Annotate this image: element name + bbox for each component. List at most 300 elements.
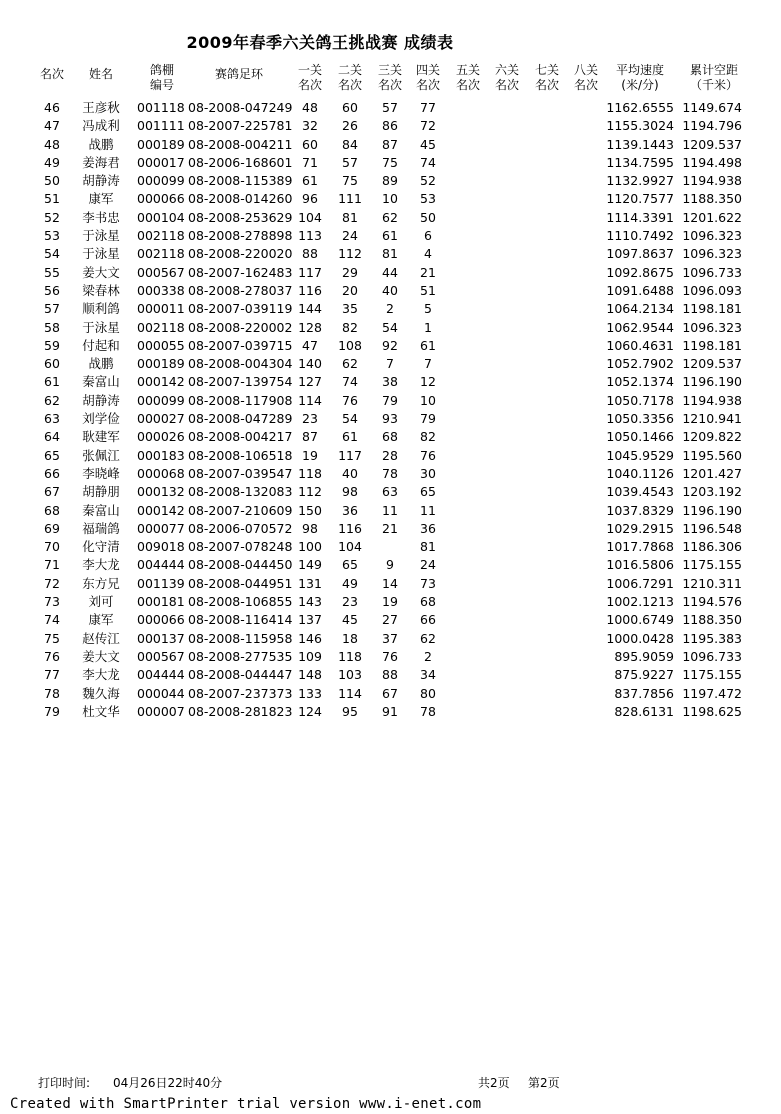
stage4-rank-cell: 30 <box>420 465 436 481</box>
ring-number-cell: 08-2008-115389 <box>188 173 293 189</box>
name-cell: 战鹏 <box>88 136 114 152</box>
stage4-rank-cell: 53 <box>420 191 436 207</box>
name-cell: 李书忠 <box>82 209 120 225</box>
stage2-rank-cell: 74 <box>342 374 358 390</box>
avg-speed-cell: 1040.1126 <box>606 465 674 481</box>
avg-speed-cell: 1114.3391 <box>606 209 674 225</box>
stage4-rank-cell: 36 <box>420 520 436 536</box>
stage4-rank-cell: 5 <box>424 301 432 317</box>
stage4-rank-cell: 10 <box>420 392 436 408</box>
total-distance-cell: 1096.323 <box>682 228 742 244</box>
loft-id-cell: 000099 <box>137 392 185 408</box>
total-distance-cell: 1210.311 <box>682 575 742 591</box>
header-stage8-line1: 八关 <box>573 63 598 77</box>
stage4-rank-cell: 61 <box>420 337 436 353</box>
stage1-rank-cell: 98 <box>302 520 318 536</box>
loft-id-cell: 002118 <box>137 246 185 262</box>
loft-id-cell: 000026 <box>137 429 185 445</box>
header-loft <box>140 63 184 93</box>
rank-cell: 66 <box>44 465 60 481</box>
stage1-rank-cell: 60 <box>302 136 318 152</box>
stage2-rank-cell: 95 <box>342 703 358 719</box>
header-stage3 <box>374 63 406 93</box>
stage3-rank-cell: 9 <box>386 557 394 573</box>
stage2-rank-cell: 18 <box>342 630 358 646</box>
ring-number-cell: 08-2006-070572 <box>188 520 293 536</box>
avg-speed-cell: 1000.0428 <box>606 630 674 646</box>
watermark-text: Created with SmartPrinter trial version www.i-enet.com <box>10 1096 482 1112</box>
stage4-rank-cell: 65 <box>420 484 436 500</box>
ring-number-cell: 08-2008-253629 <box>188 209 293 225</box>
name-cell: 李晓峰 <box>82 465 120 481</box>
stage1-rank-cell: 143 <box>298 594 322 610</box>
table-row <box>0 319 781 337</box>
stage4-rank-cell: 7 <box>424 356 432 372</box>
stage1-rank-cell: 133 <box>298 685 322 701</box>
table-row <box>0 630 781 648</box>
stage4-rank-cell: 72 <box>420 118 436 134</box>
ring-number-cell: 08-2008-004217 <box>188 429 293 445</box>
header-distance-line1: 累计空距 <box>689 63 738 77</box>
header-loft-line2: 编号 <box>149 78 174 92</box>
stage4-rank-cell: 66 <box>420 612 436 628</box>
stage2-rank-cell: 118 <box>338 648 362 664</box>
stage2-rank-cell: 75 <box>342 173 358 189</box>
name-cell: 于泳星 <box>82 319 120 335</box>
stage4-rank-cell: 2 <box>424 648 432 664</box>
stage1-rank-cell: 137 <box>298 612 322 628</box>
avg-speed-cell: 1134.7595 <box>606 154 674 170</box>
stage4-rank-cell: 79 <box>420 411 436 427</box>
stage2-rank-cell: 104 <box>338 539 362 555</box>
avg-speed-cell: 1029.2915 <box>606 520 674 536</box>
rank-cell: 60 <box>44 356 60 372</box>
table-row <box>0 300 781 318</box>
rank-cell: 58 <box>44 319 60 335</box>
stage3-rank-cell: 86 <box>382 118 398 134</box>
stage1-rank-cell: 113 <box>298 228 322 244</box>
loft-id-cell: 001118 <box>137 100 185 115</box>
table-row <box>0 685 781 703</box>
loft-id-cell: 002118 <box>137 319 185 335</box>
name-cell: 战鹏 <box>88 356 114 372</box>
stage1-rank-cell: 116 <box>298 282 322 298</box>
stage4-rank-cell: 34 <box>420 667 436 683</box>
table-row <box>0 465 781 483</box>
loft-id-cell: 000132 <box>137 484 185 500</box>
name-cell: 赵传江 <box>82 630 120 646</box>
stage2-rank-cell: 82 <box>342 319 358 335</box>
header-stage7 <box>531 63 563 93</box>
stage4-rank-cell: 68 <box>420 594 436 610</box>
stage3-rank-cell: 61 <box>382 228 398 244</box>
avg-speed-cell: 1110.7492 <box>606 228 674 244</box>
stage3-rank-cell: 27 <box>382 612 398 628</box>
table-row <box>0 172 781 190</box>
stage3-rank-cell: 88 <box>382 667 398 683</box>
stage3-rank-cell: 79 <box>382 392 398 408</box>
stage1-rank-cell: 114 <box>298 392 322 408</box>
total-distance-cell: 1096.323 <box>682 319 742 335</box>
ring-number-cell: 08-2008-014260 <box>188 191 293 207</box>
avg-speed-cell: 1132.9927 <box>606 173 674 189</box>
total-distance-cell: 1186.306 <box>682 539 742 555</box>
stage1-rank-cell: 149 <box>298 557 322 573</box>
name-cell: 耿建军 <box>82 429 120 445</box>
name-cell: 于泳星 <box>82 228 120 244</box>
rank-cell: 59 <box>44 337 60 353</box>
print-time-value: 04月26日22时40分 <box>113 1076 223 1090</box>
stage1-rank-cell: 104 <box>298 209 322 225</box>
stage1-rank-cell: 127 <box>298 374 322 390</box>
stage3-rank-cell: 91 <box>382 703 398 719</box>
avg-speed-cell: 1039.4543 <box>606 484 674 500</box>
stage1-rank-cell: 131 <box>298 575 322 591</box>
loft-id-cell: 009018 <box>137 539 185 555</box>
header-stage8-line2: 名次 <box>573 78 598 92</box>
loft-id-cell: 000189 <box>137 356 185 372</box>
loft-id-cell: 000189 <box>137 136 185 152</box>
header-stage3-line1: 三关 <box>377 63 402 77</box>
rank-cell: 64 <box>44 429 60 445</box>
stage2-rank-cell: 54 <box>342 411 358 427</box>
table-row <box>0 593 781 611</box>
stage3-rank-cell: 54 <box>382 319 398 335</box>
table-row <box>0 245 781 263</box>
name-cell: 胡静朋 <box>82 484 120 500</box>
ring-number-cell: 08-2007-139754 <box>188 374 293 390</box>
total-distance-cell: 1196.548 <box>682 520 742 536</box>
loft-id-cell: 000011 <box>137 301 185 317</box>
total-distance-cell: 1196.190 <box>682 374 742 390</box>
stage4-rank-cell: 78 <box>420 703 436 719</box>
stage2-rank-cell: 45 <box>342 612 358 628</box>
name-cell: 魏久海 <box>82 685 120 701</box>
loft-id-cell: 000044 <box>137 685 185 701</box>
avg-speed-cell: 1092.8675 <box>606 264 674 280</box>
stage2-rank-cell: 29 <box>342 264 358 280</box>
header-stage6-line1: 六关 <box>494 63 519 77</box>
table-row <box>0 502 781 520</box>
rank-cell: 72 <box>44 575 60 591</box>
rank-cell: 68 <box>44 502 60 518</box>
header-speed-line1: 平均速度 <box>615 63 664 77</box>
stage2-rank-cell: 24 <box>342 228 358 244</box>
loft-id-cell: 000007 <box>137 703 185 719</box>
header-name: 姓名 <box>88 67 113 81</box>
loft-id-cell: 001139 <box>137 575 185 591</box>
name-cell: 付起和 <box>82 337 120 353</box>
total-distance-cell: 1203.192 <box>682 484 742 500</box>
ring-number-cell: 08-2007-039547 <box>188 465 293 481</box>
loft-id-cell: 000338 <box>137 282 185 298</box>
stage1-rank-cell: 32 <box>302 118 318 134</box>
table-row <box>0 282 781 300</box>
total-distance-cell: 1195.560 <box>682 447 742 463</box>
name-cell: 梁春林 <box>82 282 120 298</box>
header-stage1-line2: 名次 <box>297 78 322 92</box>
header-speed-line2: (米/分) <box>621 78 659 92</box>
ring-number-cell: 08-2008-220020 <box>188 246 293 262</box>
stage3-rank-cell: 10 <box>382 191 398 207</box>
stage2-rank-cell: 40 <box>342 465 358 481</box>
table-row <box>0 117 781 135</box>
name-cell: 化守清 <box>82 539 120 555</box>
header-stage4-line2: 名次 <box>415 78 440 92</box>
table-row <box>0 136 781 154</box>
rank-cell: 77 <box>44 667 60 683</box>
avg-speed-cell: 1162.6555 <box>606 100 674 115</box>
stage2-rank-cell: 117 <box>338 447 362 463</box>
avg-speed-cell: 1050.7178 <box>606 392 674 408</box>
total-distance-cell: 1096.733 <box>682 648 742 664</box>
loft-id-cell: 000567 <box>137 648 185 664</box>
total-distance-cell: 1210.941 <box>682 411 742 427</box>
stage1-rank-cell: 87 <box>302 429 318 445</box>
rank-cell: 55 <box>44 264 60 280</box>
stage2-rank-cell: 26 <box>342 118 358 134</box>
total-distance-cell: 1194.938 <box>682 392 742 408</box>
stage3-rank-cell: 21 <box>382 520 398 536</box>
total-distance-cell: 1198.181 <box>682 301 742 317</box>
stage4-rank-cell: 77 <box>420 100 436 115</box>
rank-cell: 71 <box>44 557 60 573</box>
ring-number-cell: 08-2007-162483 <box>188 264 293 280</box>
name-cell: 福瑞鸽 <box>82 520 120 536</box>
table-row <box>0 209 781 227</box>
loft-id-cell: 002118 <box>137 228 185 244</box>
header-stage4 <box>412 63 444 93</box>
ring-number-cell: 08-2006-168601 <box>188 154 293 170</box>
stage4-rank-cell: 76 <box>420 447 436 463</box>
stage1-rank-cell: 23 <box>302 411 318 427</box>
header-distance <box>680 63 748 93</box>
name-cell: 顺利鸽 <box>82 301 120 317</box>
header-stage1 <box>294 63 326 93</box>
ring-number-cell: 08-2008-277535 <box>188 648 293 664</box>
stage2-rank-cell: 81 <box>342 209 358 225</box>
name-cell: 李大龙 <box>82 667 120 683</box>
loft-id-cell: 000077 <box>137 520 185 536</box>
stage4-rank-cell: 12 <box>420 374 436 390</box>
rank-cell: 78 <box>44 685 60 701</box>
stage1-rank-cell: 146 <box>298 630 322 646</box>
header-stage7-line1: 七关 <box>534 63 559 77</box>
name-cell: 姜海君 <box>82 154 120 170</box>
rank-cell: 65 <box>44 447 60 463</box>
table-row <box>0 373 781 391</box>
rank-cell: 69 <box>44 520 60 536</box>
stage1-rank-cell: 88 <box>302 246 318 262</box>
current-page: 第2页 <box>528 1076 560 1090</box>
table-row <box>0 428 781 446</box>
stage1-rank-cell: 150 <box>298 502 322 518</box>
table-row <box>0 337 781 355</box>
total-distance-cell: 1209.537 <box>682 136 742 152</box>
stage4-rank-cell: 11 <box>420 502 436 518</box>
stage1-rank-cell: 48 <box>302 100 318 115</box>
ring-number-cell: 08-2008-047249 <box>188 100 293 115</box>
stage2-rank-cell: 23 <box>342 594 358 610</box>
avg-speed-cell: 1016.5806 <box>606 557 674 573</box>
stage2-rank-cell: 76 <box>342 392 358 408</box>
stage4-rank-cell: 82 <box>420 429 436 445</box>
rank-cell: 53 <box>44 228 60 244</box>
name-cell: 姜大文 <box>82 648 120 664</box>
rank-cell: 48 <box>44 136 60 152</box>
table-row <box>0 538 781 556</box>
stage2-rank-cell: 60 <box>342 100 358 115</box>
stage1-rank-cell: 109 <box>298 648 322 664</box>
avg-speed-cell: 1091.6488 <box>606 282 674 298</box>
stage1-rank-cell: 124 <box>298 703 322 719</box>
name-cell: 秦富山 <box>82 502 120 518</box>
ring-number-cell: 08-2007-078248 <box>188 539 293 555</box>
total-distance-cell: 1188.350 <box>682 191 742 207</box>
loft-id-cell: 000017 <box>137 154 185 170</box>
stage3-rank-cell: 81 <box>382 246 398 262</box>
total-distance-cell: 1194.498 <box>682 154 742 170</box>
loft-id-cell: 000066 <box>137 612 185 628</box>
stage1-rank-cell: 100 <box>298 539 322 555</box>
stage1-rank-cell: 144 <box>298 301 322 317</box>
stage2-rank-cell: 116 <box>338 520 362 536</box>
stage1-rank-cell: 71 <box>302 154 318 170</box>
loft-id-cell: 000142 <box>137 502 185 518</box>
ring-number-cell: 08-2008-281823 <box>188 703 293 719</box>
stage3-rank-cell: 11 <box>382 502 398 518</box>
stage2-rank-cell: 49 <box>342 575 358 591</box>
table-row <box>0 447 781 465</box>
name-cell: 于泳星 <box>82 246 120 262</box>
table-row <box>0 190 781 208</box>
avg-speed-cell: 1155.3024 <box>606 118 674 134</box>
avg-speed-cell: 1006.7291 <box>606 575 674 591</box>
name-cell: 李大龙 <box>82 557 120 573</box>
ring-number-cell: 08-2008-044450 <box>188 557 293 573</box>
stage3-rank-cell: 7 <box>386 356 394 372</box>
total-distance-cell: 1149.674 <box>682 100 742 115</box>
stage2-rank-cell: 36 <box>342 502 358 518</box>
table-row <box>0 520 781 538</box>
ring-number-cell: 08-2008-132083 <box>188 484 293 500</box>
total-distance-cell: 1196.190 <box>682 502 742 518</box>
stage4-rank-cell: 1 <box>424 319 432 335</box>
header-speed <box>604 63 676 93</box>
stage3-rank-cell: 40 <box>382 282 398 298</box>
header-stage6-line2: 名次 <box>494 78 519 92</box>
ring-number-cell: 08-2008-220002 <box>188 319 293 335</box>
table-row <box>0 410 781 428</box>
stage2-rank-cell: 62 <box>342 356 358 372</box>
stage4-rank-cell: 52 <box>420 173 436 189</box>
stage4-rank-cell: 45 <box>420 136 436 152</box>
stage3-rank-cell: 87 <box>382 136 398 152</box>
stage4-rank-cell: 62 <box>420 630 436 646</box>
rank-cell: 73 <box>44 594 60 610</box>
header-stage5 <box>452 63 484 93</box>
rank-cell: 62 <box>44 392 60 408</box>
name-cell: 杜文华 <box>82 703 120 719</box>
stage4-rank-cell: 6 <box>424 228 432 244</box>
stage3-rank-cell: 67 <box>382 685 398 701</box>
total-distance-cell: 1175.155 <box>682 667 742 683</box>
stage2-rank-cell: 114 <box>338 685 362 701</box>
stage2-rank-cell: 111 <box>338 191 362 207</box>
avg-speed-cell: 837.7856 <box>614 685 674 701</box>
stage4-rank-cell: 73 <box>420 575 436 591</box>
name-cell: 王彦秋 <box>82 100 120 115</box>
header-stage5-line1: 五关 <box>455 63 480 77</box>
ring-number-cell: 08-2008-044447 <box>188 667 293 683</box>
ring-number-cell: 08-2008-278898 <box>188 228 293 244</box>
stage2-rank-cell: 57 <box>342 154 358 170</box>
avg-speed-cell: 1050.1466 <box>606 429 674 445</box>
total-distance-cell: 1096.093 <box>682 282 742 298</box>
table-row <box>0 648 781 666</box>
avg-speed-cell: 1052.1374 <box>606 374 674 390</box>
stage1-rank-cell: 118 <box>298 465 322 481</box>
stage3-rank-cell: 89 <box>382 173 398 189</box>
stage1-rank-cell: 148 <box>298 667 322 683</box>
rank-cell: 56 <box>44 282 60 298</box>
avg-speed-cell: 1120.7577 <box>606 191 674 207</box>
loft-id-cell: 000027 <box>137 411 185 427</box>
stage2-rank-cell: 35 <box>342 301 358 317</box>
stage1-rank-cell: 61 <box>302 173 318 189</box>
rank-cell: 52 <box>44 209 60 225</box>
rank-cell: 47 <box>44 118 60 134</box>
rank-cell: 79 <box>44 703 60 719</box>
total-distance-cell: 1201.427 <box>682 465 742 481</box>
header-rank: 名次 <box>39 67 64 81</box>
total-distance-cell: 1195.383 <box>682 630 742 646</box>
rank-cell: 54 <box>44 246 60 262</box>
header-stage7-line2: 名次 <box>534 78 559 92</box>
loft-id-cell: 000567 <box>137 264 185 280</box>
header-stage4-line1: 四关 <box>415 63 440 77</box>
stage3-rank-cell: 76 <box>382 648 398 664</box>
loft-id-cell: 000142 <box>137 374 185 390</box>
stage3-rank-cell: 63 <box>382 484 398 500</box>
rank-cell: 61 <box>44 374 60 390</box>
avg-speed-cell: 1045.9529 <box>606 447 674 463</box>
avg-speed-cell: 1052.7902 <box>606 356 674 372</box>
stage1-rank-cell: 96 <box>302 191 318 207</box>
stage3-rank-cell: 57 <box>382 100 398 115</box>
loft-id-cell: 000055 <box>137 337 185 353</box>
table-row <box>0 483 781 501</box>
stage3-rank-cell: 44 <box>382 264 398 280</box>
name-cell: 胡静涛 <box>82 173 120 189</box>
stage2-rank-cell: 103 <box>338 667 362 683</box>
loft-id-cell: 000068 <box>137 465 185 481</box>
stage2-rank-cell: 98 <box>342 484 358 500</box>
stage2-rank-cell: 108 <box>338 337 362 353</box>
rank-cell: 50 <box>44 173 60 189</box>
rank-cell: 46 <box>44 100 60 115</box>
loft-id-cell: 001111 <box>137 118 185 134</box>
loft-id-cell: 004444 <box>137 667 185 683</box>
loft-id-cell: 000183 <box>137 447 185 463</box>
rank-cell: 51 <box>44 191 60 207</box>
avg-speed-cell: 1062.9544 <box>606 319 674 335</box>
name-cell: 姜大文 <box>82 264 120 280</box>
name-cell: 康军 <box>88 191 114 207</box>
stage3-rank-cell: 62 <box>382 209 398 225</box>
ring-number-cell: 08-2007-225781 <box>188 118 293 134</box>
avg-speed-cell: 1002.1213 <box>606 594 674 610</box>
